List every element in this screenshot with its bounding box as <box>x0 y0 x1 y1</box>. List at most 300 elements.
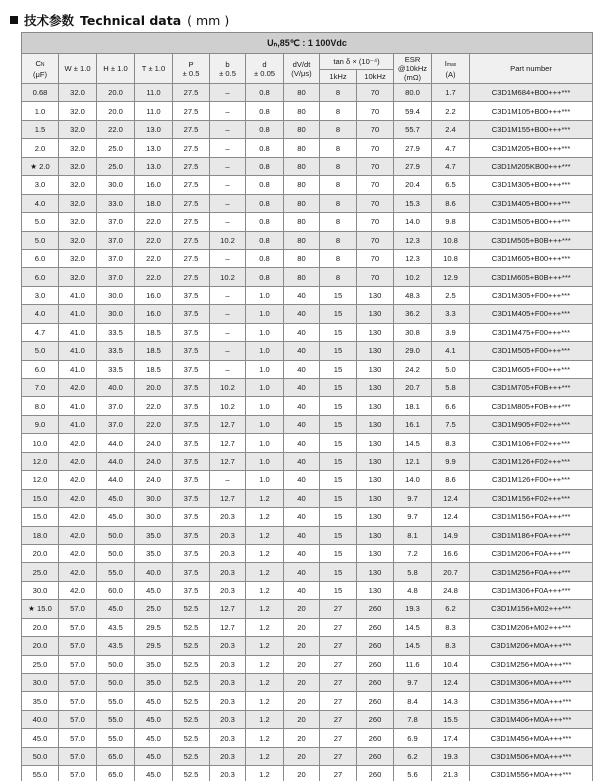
cell-part-number: C3D1M205KB00+++*** <box>470 157 593 175</box>
cell-height: 65.0 <box>97 747 135 765</box>
cell-esr: 10.2 <box>394 268 432 286</box>
cell-esr: 5.8 <box>394 563 432 581</box>
cell-tan-1khz: 27 <box>320 766 357 781</box>
cell-tan-1khz: 15 <box>320 415 357 433</box>
cell-pitch: 37.5 <box>173 471 210 489</box>
cell-thickness: 16.0 <box>135 176 173 194</box>
cell-part-number: C3D1M805+F0B+++*** <box>470 397 593 415</box>
cell-height: 50.0 <box>97 655 135 673</box>
cell-thickness: 40.0 <box>135 563 173 581</box>
cell-thickness: 35.0 <box>135 544 173 562</box>
cell-width: 41.0 <box>59 397 97 415</box>
cell-d: 1.2 <box>246 526 284 544</box>
cell-height: 37.0 <box>97 268 135 286</box>
cell-height: 37.0 <box>97 397 135 415</box>
cell-b: – <box>210 342 246 360</box>
cell-b: 20.3 <box>210 508 246 526</box>
cell-width: 41.0 <box>59 342 97 360</box>
cell-tan-10khz: 70 <box>357 231 394 249</box>
cell-b: 20.3 <box>210 526 246 544</box>
cell-tan-10khz: 260 <box>357 600 394 618</box>
cell-width: 42.0 <box>59 508 97 526</box>
cell-dvdt: 80 <box>284 213 320 231</box>
cell-capacitance: 12.0 <box>22 471 59 489</box>
cell-imax: 16.6 <box>432 544 470 562</box>
cell-imax: 9.8 <box>432 213 470 231</box>
cell-esr: 9.7 <box>394 674 432 692</box>
cell-imax: 4.1 <box>432 342 470 360</box>
cell-d: 1.0 <box>246 360 284 378</box>
cell-tan-1khz: 8 <box>320 231 357 249</box>
cell-tan-10khz: 70 <box>357 120 394 138</box>
cell-tan-1khz: 15 <box>320 508 357 526</box>
col-part-number: Part number <box>470 54 593 84</box>
cell-d: 1.2 <box>246 581 284 599</box>
cell-width: 42.0 <box>59 563 97 581</box>
cell-thickness: 35.0 <box>135 526 173 544</box>
cell-width: 57.0 <box>59 637 97 655</box>
cell-esr: 14.0 <box>394 471 432 489</box>
cell-esr: 19.3 <box>394 600 432 618</box>
cell-height: 45.0 <box>97 508 135 526</box>
cell-capacitance: 7.0 <box>22 379 59 397</box>
cell-esr: 9.7 <box>394 508 432 526</box>
cell-thickness: 22.0 <box>135 213 173 231</box>
cell-d: 1.2 <box>246 563 284 581</box>
cell-tan-10khz: 260 <box>357 618 394 636</box>
cell-width: 32.0 <box>59 120 97 138</box>
cell-width: 41.0 <box>59 305 97 323</box>
cell-dvdt: 40 <box>284 342 320 360</box>
cell-part-number: C3D1M505+B00+++*** <box>470 213 593 231</box>
cell-d: 1.0 <box>246 452 284 470</box>
table-row <box>22 692 593 710</box>
cell-height: 55.0 <box>97 710 135 728</box>
cell-width: 57.0 <box>59 729 97 747</box>
cell-height: 20.0 <box>97 102 135 120</box>
cell-pitch: 27.5 <box>173 176 210 194</box>
cell-esr: 16.1 <box>394 415 432 433</box>
table-row <box>22 729 593 747</box>
cell-imax: 2.5 <box>432 286 470 304</box>
cell-pitch: 52.5 <box>173 729 210 747</box>
cell-tan-10khz: 130 <box>357 286 394 304</box>
cell-width: 32.0 <box>59 249 97 267</box>
cell-height: 37.0 <box>97 249 135 267</box>
cell-pitch: 37.5 <box>173 563 210 581</box>
table-row <box>22 194 593 212</box>
cell-imax: 15.5 <box>432 710 470 728</box>
table-row <box>22 120 593 138</box>
cell-thickness: 45.0 <box>135 747 173 765</box>
cell-tan-1khz: 27 <box>320 674 357 692</box>
col-width: W ± 1.0 <box>59 54 97 84</box>
cell-b: – <box>210 305 246 323</box>
cell-pitch: 37.5 <box>173 286 210 304</box>
cell-imax: 20.7 <box>432 563 470 581</box>
cell-b: 10.2 <box>210 379 246 397</box>
cell-d: 1.0 <box>246 397 284 415</box>
cell-tan-10khz: 130 <box>357 323 394 341</box>
table-row <box>22 286 593 304</box>
cell-b: 20.3 <box>210 581 246 599</box>
cell-tan-1khz: 15 <box>320 360 357 378</box>
cell-tan-10khz: 70 <box>357 213 394 231</box>
cell-pitch: 52.5 <box>173 766 210 781</box>
cell-tan-10khz: 130 <box>357 526 394 544</box>
cell-part-number: C3D1M206+M0A+++*** <box>470 637 593 655</box>
cell-pitch: 52.5 <box>173 655 210 673</box>
cell-capacitance: 40.0 <box>22 710 59 728</box>
cell-capacitance: 4.0 <box>22 305 59 323</box>
cell-imax: 8.3 <box>432 618 470 636</box>
cell-imax: 12.4 <box>432 508 470 526</box>
cell-imax: 10.8 <box>432 249 470 267</box>
cell-esr: 29.0 <box>394 342 432 360</box>
cell-dvdt: 40 <box>284 434 320 452</box>
cell-part-number: C3D1M156+F02+++*** <box>470 489 593 507</box>
cell-part-number: C3D1M684+B00+++*** <box>470 84 593 102</box>
cell-tan-10khz: 260 <box>357 729 394 747</box>
cell-height: 33.0 <box>97 194 135 212</box>
col-tan-10khz: 10kHz <box>357 70 394 84</box>
cell-d: 1.0 <box>246 323 284 341</box>
table-row <box>22 526 593 544</box>
cell-tan-1khz: 8 <box>320 249 357 267</box>
cell-tan-1khz: 15 <box>320 581 357 599</box>
cell-part-number: C3D1M556+M0A+++*** <box>470 766 593 781</box>
cell-tan-1khz: 15 <box>320 323 357 341</box>
cell-thickness: 29.5 <box>135 618 173 636</box>
cell-dvdt: 80 <box>284 194 320 212</box>
cell-tan-1khz: 15 <box>320 305 357 323</box>
cell-capacitance: 4.7 <box>22 323 59 341</box>
cell-width: 32.0 <box>59 231 97 249</box>
col-dvdt: dV/dt (V/μs) <box>284 54 320 84</box>
cell-tan-1khz: 15 <box>320 526 357 544</box>
col-capacitance: CN (μF) <box>22 54 59 84</box>
col-b: b ± 0.5 <box>210 54 246 84</box>
cell-part-number: C3D1M206+F0A+++*** <box>470 544 593 562</box>
table-row <box>22 655 593 673</box>
table-row <box>22 415 593 433</box>
cell-pitch: 52.5 <box>173 747 210 765</box>
cell-capacitance: 5.0 <box>22 342 59 360</box>
cell-tan-10khz: 130 <box>357 360 394 378</box>
cell-tan-1khz: 27 <box>320 600 357 618</box>
cell-pitch: 37.5 <box>173 508 210 526</box>
cell-tan-1khz: 8 <box>320 139 357 157</box>
cell-b: 20.3 <box>210 674 246 692</box>
cell-d: 1.0 <box>246 379 284 397</box>
cell-esr: 12.3 <box>394 231 432 249</box>
cell-b: 20.3 <box>210 729 246 747</box>
cell-b: 20.3 <box>210 544 246 562</box>
cell-d: 1.2 <box>246 710 284 728</box>
cell-imax: 24.8 <box>432 581 470 599</box>
cell-esr: 20.7 <box>394 379 432 397</box>
col-height: H ± 1.0 <box>97 54 135 84</box>
cell-esr: 48.3 <box>394 286 432 304</box>
cell-b: 10.2 <box>210 268 246 286</box>
cell-capacitance: 50.0 <box>22 747 59 765</box>
cell-esr: 12.1 <box>394 452 432 470</box>
cell-tan-10khz: 70 <box>357 84 394 102</box>
table-row <box>22 766 593 781</box>
cell-esr: 59.4 <box>394 102 432 120</box>
cell-thickness: 22.0 <box>135 231 173 249</box>
cell-imax: 6.6 <box>432 397 470 415</box>
cell-tan-1khz: 15 <box>320 544 357 562</box>
cell-b: – <box>210 120 246 138</box>
cell-pitch: 52.5 <box>173 710 210 728</box>
cell-width: 42.0 <box>59 581 97 599</box>
cell-tan-1khz: 8 <box>320 176 357 194</box>
cell-width: 32.0 <box>59 213 97 231</box>
cell-tan-10khz: 130 <box>357 397 394 415</box>
cell-part-number: C3D1M305+B00+++*** <box>470 176 593 194</box>
cell-dvdt: 80 <box>284 231 320 249</box>
table-row <box>22 747 593 765</box>
table-row <box>22 637 593 655</box>
cell-esr: 12.3 <box>394 249 432 267</box>
cell-height: 45.0 <box>97 600 135 618</box>
table-row <box>22 452 593 470</box>
cell-part-number: C3D1M506+M0A+++*** <box>470 747 593 765</box>
col-imax: Imax (A) <box>432 54 470 84</box>
cell-thickness: 18.5 <box>135 360 173 378</box>
cell-part-number: C3D1M186+F0A+++*** <box>470 526 593 544</box>
cell-pitch: 37.5 <box>173 397 210 415</box>
cell-height: 44.0 <box>97 452 135 470</box>
cell-thickness: 45.0 <box>135 710 173 728</box>
cell-pitch: 37.5 <box>173 452 210 470</box>
cell-tan-10khz: 260 <box>357 710 394 728</box>
cell-height: 55.0 <box>97 563 135 581</box>
cell-part-number: C3D1M605+B00+++*** <box>470 249 593 267</box>
cell-imax: 2.2 <box>432 102 470 120</box>
cell-capacitance: 5.0 <box>22 231 59 249</box>
cell-d: 0.8 <box>246 231 284 249</box>
table-row <box>22 581 593 599</box>
cell-height: 44.0 <box>97 434 135 452</box>
cell-tan-10khz: 260 <box>357 637 394 655</box>
cell-pitch: 37.5 <box>173 305 210 323</box>
cell-imax: 14.3 <box>432 692 470 710</box>
cell-imax: 17.4 <box>432 729 470 747</box>
cell-d: 1.2 <box>246 655 284 673</box>
cell-thickness: 29.5 <box>135 637 173 655</box>
cell-capacitance: 3.0 <box>22 286 59 304</box>
cell-width: 57.0 <box>59 747 97 765</box>
cell-dvdt: 40 <box>284 563 320 581</box>
cell-thickness: 18.5 <box>135 323 173 341</box>
cell-width: 57.0 <box>59 692 97 710</box>
table-row <box>22 471 593 489</box>
table-row <box>22 176 593 194</box>
cell-tan-10khz: 70 <box>357 268 394 286</box>
cell-pitch: 52.5 <box>173 600 210 618</box>
cell-capacitance: 45.0 <box>22 729 59 747</box>
cell-dvdt: 20 <box>284 600 320 618</box>
cell-capacitance: 0.68 <box>22 84 59 102</box>
cell-d: 1.0 <box>246 471 284 489</box>
cell-pitch: 52.5 <box>173 637 210 655</box>
cell-pitch: 52.5 <box>173 618 210 636</box>
cell-tan-1khz: 27 <box>320 710 357 728</box>
cell-pitch: 37.5 <box>173 379 210 397</box>
cell-imax: 10.8 <box>432 231 470 249</box>
cell-dvdt: 20 <box>284 637 320 655</box>
cell-esr: 20.4 <box>394 176 432 194</box>
cell-part-number: C3D1M456+M0A+++*** <box>470 729 593 747</box>
cell-d: 1.0 <box>246 305 284 323</box>
table-row <box>22 213 593 231</box>
cell-width: 42.0 <box>59 379 97 397</box>
cell-height: 44.0 <box>97 471 135 489</box>
cell-esr: 6.2 <box>394 747 432 765</box>
cell-imax: 3.9 <box>432 323 470 341</box>
cell-esr: 80.0 <box>394 84 432 102</box>
cell-tan-10khz: 130 <box>357 489 394 507</box>
cell-pitch: 37.5 <box>173 415 210 433</box>
cell-height: 33.5 <box>97 360 135 378</box>
cell-part-number: C3D1M256+M0A+++*** <box>470 655 593 673</box>
cell-height: 30.0 <box>97 305 135 323</box>
cell-imax: 2.4 <box>432 120 470 138</box>
cell-dvdt: 40 <box>284 526 320 544</box>
cell-thickness: 18.0 <box>135 194 173 212</box>
cell-pitch: 37.5 <box>173 323 210 341</box>
cell-tan-10khz: 260 <box>357 674 394 692</box>
cell-thickness: 45.0 <box>135 581 173 599</box>
cell-width: 32.0 <box>59 194 97 212</box>
cell-esr: 27.9 <box>394 157 432 175</box>
cell-height: 33.5 <box>97 342 135 360</box>
cell-dvdt: 40 <box>284 415 320 433</box>
cell-pitch: 27.5 <box>173 268 210 286</box>
cell-dvdt: 20 <box>284 729 320 747</box>
cell-tan-10khz: 70 <box>357 194 394 212</box>
cell-part-number: C3D1M605+B0B+++*** <box>470 268 593 286</box>
cell-height: 40.0 <box>97 379 135 397</box>
cell-dvdt: 40 <box>284 379 320 397</box>
cell-d: 1.0 <box>246 342 284 360</box>
cell-b: 20.3 <box>210 747 246 765</box>
cell-height: 30.0 <box>97 176 135 194</box>
cell-capacitance: 6.0 <box>22 360 59 378</box>
cell-thickness: 45.0 <box>135 692 173 710</box>
cell-width: 42.0 <box>59 434 97 452</box>
cell-b: 20.3 <box>210 692 246 710</box>
cell-thickness: 35.0 <box>135 674 173 692</box>
cell-d: 0.8 <box>246 120 284 138</box>
cell-capacitance: 25.0 <box>22 655 59 673</box>
cell-capacitance: 1.5 <box>22 120 59 138</box>
col-tan-delta: tan δ × (10⁻⁴) <box>320 54 394 70</box>
cell-dvdt: 40 <box>284 489 320 507</box>
cell-capacitance: 2.0 <box>22 139 59 157</box>
cell-width: 32.0 <box>59 102 97 120</box>
cell-part-number: C3D1M405+B00+++*** <box>470 194 593 212</box>
cell-b: 12.7 <box>210 618 246 636</box>
cell-width: 42.0 <box>59 471 97 489</box>
cell-pitch: 27.5 <box>173 194 210 212</box>
cell-esr: 27.9 <box>394 139 432 157</box>
cell-part-number: C3D1M156+M02+++*** <box>470 600 593 618</box>
cell-width: 57.0 <box>59 710 97 728</box>
cell-thickness: 35.0 <box>135 655 173 673</box>
cell-thickness: 24.0 <box>135 471 173 489</box>
cell-dvdt: 20 <box>284 655 320 673</box>
cell-width: 57.0 <box>59 655 97 673</box>
cell-pitch: 27.5 <box>173 102 210 120</box>
cell-b: 12.7 <box>210 452 246 470</box>
cell-dvdt: 20 <box>284 674 320 692</box>
cell-tan-1khz: 15 <box>320 563 357 581</box>
cell-d: 0.8 <box>246 249 284 267</box>
cell-imax: 5.0 <box>432 360 470 378</box>
header-row <box>22 54 593 70</box>
cell-d: 0.8 <box>246 139 284 157</box>
cell-d: 0.8 <box>246 194 284 212</box>
table-row <box>22 397 593 415</box>
cell-height: 45.0 <box>97 489 135 507</box>
cell-dvdt: 20 <box>284 618 320 636</box>
cell-d: 0.8 <box>246 268 284 286</box>
cell-tan-1khz: 27 <box>320 729 357 747</box>
cell-height: 37.0 <box>97 415 135 433</box>
cell-dvdt: 20 <box>284 692 320 710</box>
cell-imax: 8.3 <box>432 434 470 452</box>
cell-capacitance: 20.0 <box>22 637 59 655</box>
cell-b: 10.2 <box>210 397 246 415</box>
cell-d: 0.8 <box>246 84 284 102</box>
cell-pitch: 27.5 <box>173 213 210 231</box>
cell-pitch: 52.5 <box>173 692 210 710</box>
cell-part-number: C3D1M126+F00+++*** <box>470 471 593 489</box>
cell-b: 20.3 <box>210 766 246 781</box>
cell-width: 41.0 <box>59 323 97 341</box>
cell-esr: 6.9 <box>394 729 432 747</box>
cell-d: 1.2 <box>246 674 284 692</box>
cell-dvdt: 80 <box>284 84 320 102</box>
cell-d: 1.2 <box>246 692 284 710</box>
cell-tan-10khz: 130 <box>357 563 394 581</box>
cell-esr: 8.4 <box>394 692 432 710</box>
table-row <box>22 489 593 507</box>
cell-part-number: C3D1M105+B00+++*** <box>470 102 593 120</box>
cell-capacitance: 12.0 <box>22 452 59 470</box>
cell-tan-1khz: 8 <box>320 84 357 102</box>
cell-capacitance: ★ 2.0 <box>22 157 59 175</box>
cell-esr: 55.7 <box>394 120 432 138</box>
cell-b: – <box>210 194 246 212</box>
cell-b: – <box>210 176 246 194</box>
cell-pitch: 27.5 <box>173 231 210 249</box>
cell-imax: 6.2 <box>432 600 470 618</box>
cell-imax: 9.9 <box>432 452 470 470</box>
cell-tan-1khz: 27 <box>320 747 357 765</box>
cell-thickness: 25.0 <box>135 600 173 618</box>
cell-pitch: 37.5 <box>173 434 210 452</box>
cell-part-number: C3D1M605+F00+++*** <box>470 360 593 378</box>
cell-esr: 4.8 <box>394 581 432 599</box>
cell-tan-1khz: 8 <box>320 194 357 212</box>
cell-esr: 8.1 <box>394 526 432 544</box>
cell-dvdt: 20 <box>284 766 320 781</box>
cell-height: 20.0 <box>97 84 135 102</box>
